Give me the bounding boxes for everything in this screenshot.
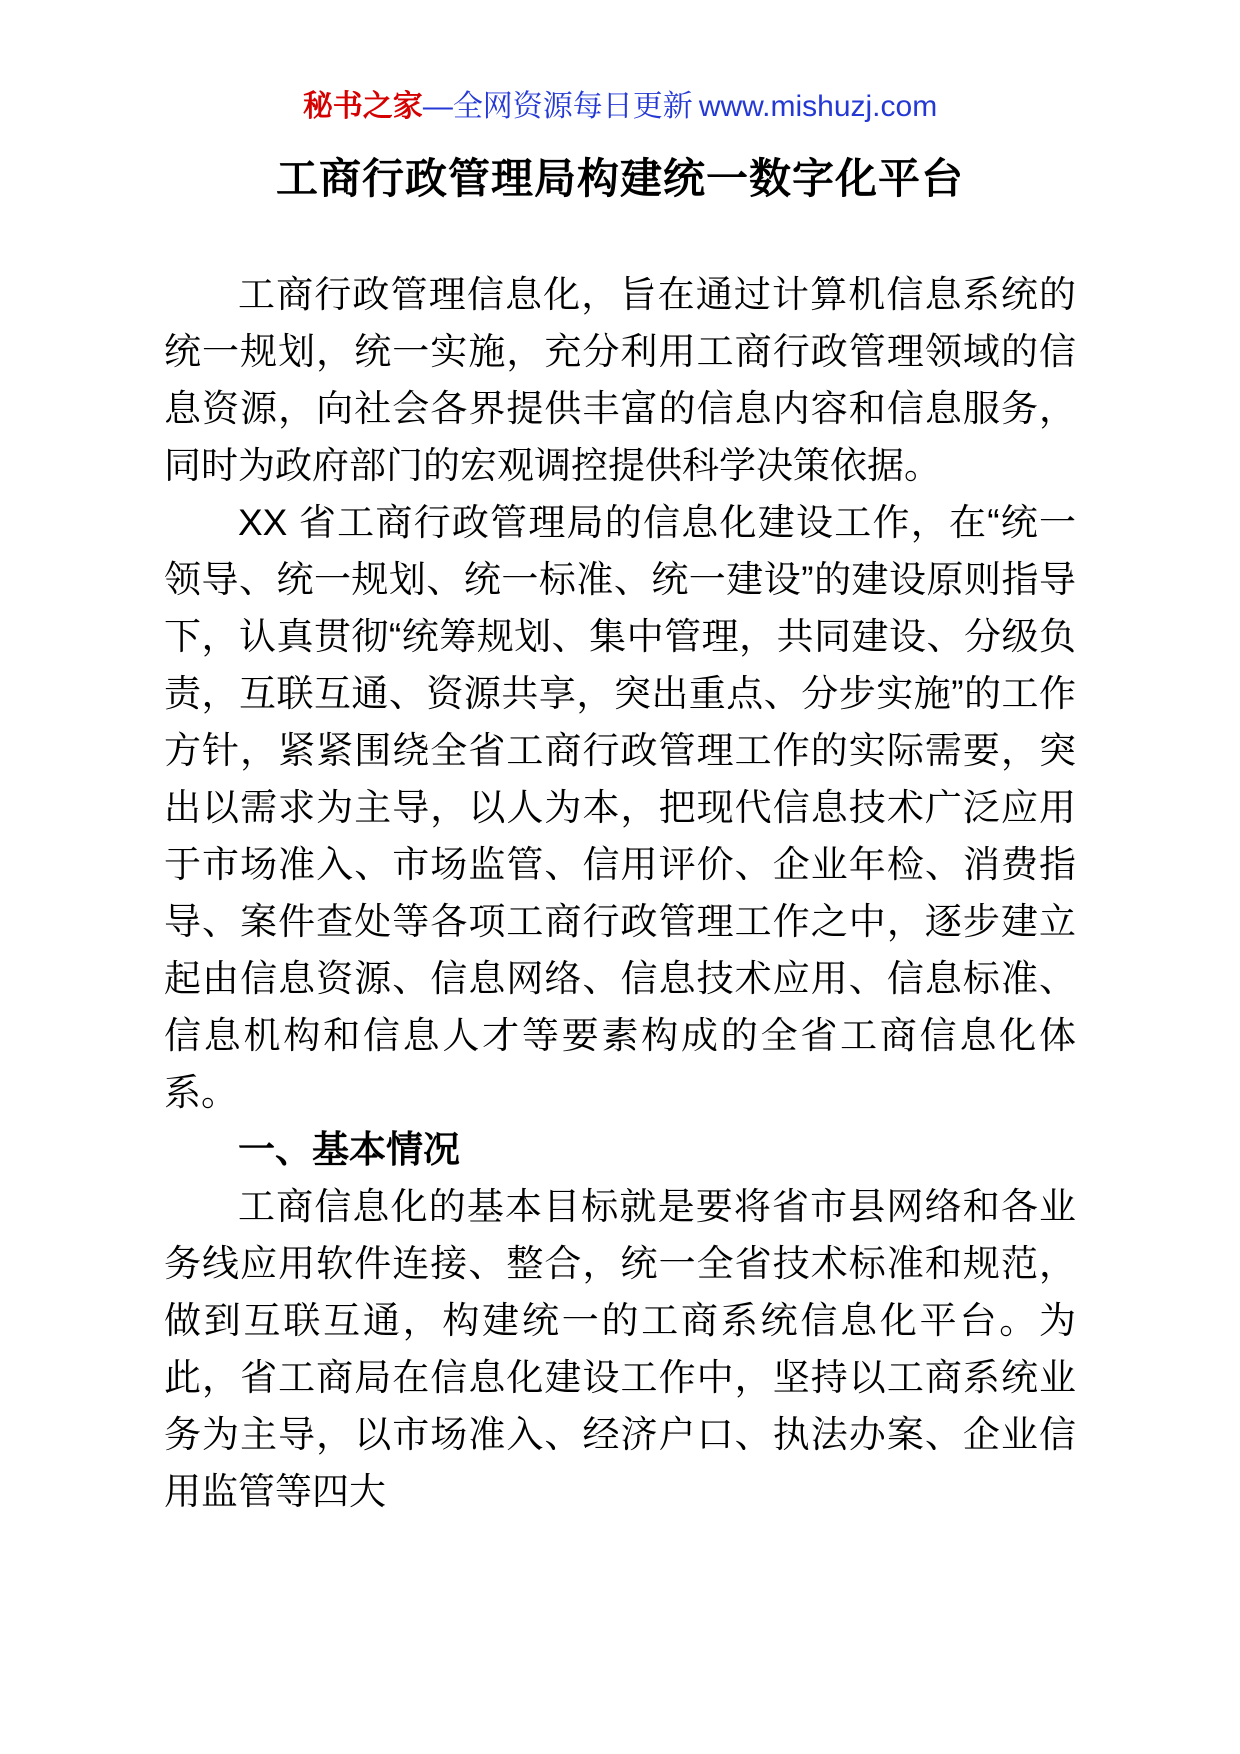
brand-name: 秘书之家 <box>302 90 423 123</box>
masthead-url[interactable]: www.mishuzj.com <box>698 90 938 123</box>
masthead-tagline: —全网资源每日更新 <box>422 90 693 123</box>
paragraph: 工商信息化的基本目标就是要将省市县网络和各业务线应用软件连接、整合，统一全省技术标准和规范，做到互联互通，构建统一的工商系统信息化平台。为此，省工商局在信息化建设工作中，坚持以工商系统业务为主导，以市场准入、经济户口、执法办案、企业信用监管等四大 <box>164 1185 1076 1512</box>
paragraph: XX 省工商行政管理局的信息化建设工作，在“统一领导、统一规划、统一标准、统一建设”的建设原则指导下，认真贯彻“统筹规划、集中管理，共同建设、分级负责，互联互通、资源共享，突出重点、分步实施”的工作方针，紧紧围绕全省工商行政管理工作的实际需要，突出以需求为主导，以人为本，把现代信息技术广泛应用于市场准入、市场监管、信用评价、企业年检、消费指导、案件查处等各项工商行政管理工作之中，逐步建立起由信息资源、信息网络、信息技术应用、信息标准、信息机构和信息人才等要素构成的全省工商信息化体系。 <box>164 501 1076 1113</box>
document-title: 工商行政管理局构建统一数字化平台 <box>275 154 964 202</box>
paragraph: 工商行政管理信息化，旨在通过计算机信息系统的统一规划，统一实施，充分利用工商行政管理领域的信息资源，向社会各界提供丰富的信息内容和信息服务，同时为政府部门的宏观调控提供科学决策依据。 <box>164 273 1076 486</box>
masthead <box>164 88 1076 126</box>
section-heading: 一、基本情况 <box>238 1128 460 1170</box>
document-body <box>164 266 1076 1520</box>
